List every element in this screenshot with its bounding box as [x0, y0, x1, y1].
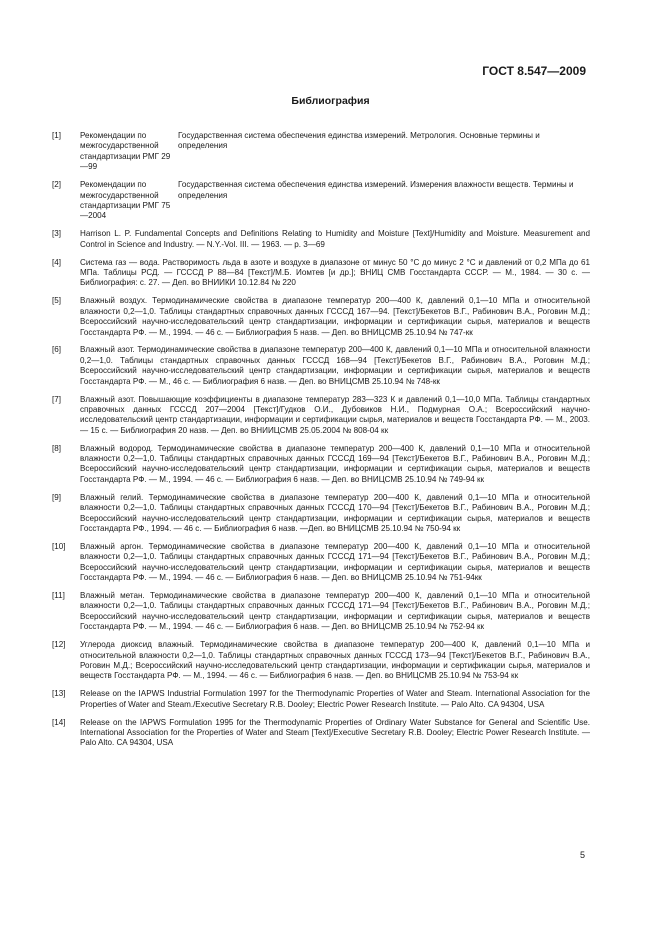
entry-text: Влажный метан. Термодинамические свойства в диапазоне температур 200—400 К, давлений 0,1—10 МПа и относительной влажности 0,2—1,0. Таблицы стандартных справочных данных ГСССД 171—94 [Текст]/Бекетов В.Г., Рабинович В.А., Роговин М.Д.; Всероссийский научно-исследовательский центр стандартизации, информации и сертификации сырья, материалов и веществ Госстандарта РФ. — М., 1994. — 46 с. — Библиография 6 назв. — Деп. во ВНИЦСМВ 25.10.94 № 752-94 кк [80, 591, 590, 632]
entry-number: [10] [52, 541, 66, 551]
entry-number: [11] [52, 591, 65, 601]
entry-number: [13] [52, 689, 66, 699]
bibliography-entry [52, 296, 590, 338]
entry-source: Рекомендации по межгосударственной стандартизации РМГ 29—99 [80, 131, 171, 172]
bibliography-entry [52, 345, 590, 387]
bibliography-entry [52, 493, 590, 535]
entry-text: Влажный гелий. Термодинамические свойства в диапазоне температур 200—400 К, давлений 0,1—10 МПа и относительной влажности 0,2—1,0. Таблицы стандартных справочных данных ГСССД 170—94 [Текст]/Бекетов В.Г., Рабинович В.А., Роговин М.Д.; Всероссийский научно-исследовательский центр стандартизации, информации и сертификации сырья, материалов и веществ Госстандарта РФ., 1994. — 46 с. — Библиография 6 назв. —Деп. во ВНИЦСМВ 25.10.94 № 750-94 кк [80, 492, 590, 533]
bibliography-entry [52, 229, 590, 250]
entry-text: Углерода диоксид влажный. Термодинамические свойства в диапазоне температур 200—400 К, давлений 0,1—10 МПа и относительной влажности 0,2—1,0. Таблицы стандартных справочных данных ГСССД 173—94 [Текст]/Бекетов В.Г., Рабинович В.А., Роговин М.Д.; Всероссийский научно-исследовательский центр стандартизации, информации и сертификации сырья, материалов и веществ Госстандарта РФ. — М., 1994. — 46 с. — Библиография 6 назв. — Деп. во ВНИЦСМВ 25.10.94 № 753-94 кк [80, 640, 590, 681]
bibliography-entry [52, 689, 590, 710]
entry-title: Государственная система обеспечения единства измерений. Измерения влажности веществ. Термины и определения [178, 180, 574, 200]
entry-number: [4] [52, 257, 61, 267]
entry-number: [8] [52, 443, 61, 453]
entry-number: [14] [52, 717, 66, 727]
bibliography-entry [52, 718, 590, 749]
bibliography-entry [52, 542, 590, 584]
bibliography-entry [52, 591, 590, 633]
entry-text: Влажный азот. Повышающие коэффициенты в диапазоне температур 283—323 К и давлений 0,1—10,0 МПа. Таблицы стандартных справочных данных ГСССД 207—2004 [Текст]/Гудков О.И., Дубовиков Н.И., Подмурная О.А.; Всероссийский научно-исследовательский центр стандартизации, информации и сертификации сырья, материалов и веществ Госстандарта РФ. — М., 2003. — 15 с. — Библиография 20 назв. — Деп. во ВНИИЦСМВ 25.05.2004 № 808-04 кк [80, 394, 590, 435]
entry-number: [7] [52, 394, 61, 404]
entry-text: Влажный водород. Термодинамические свойства в диапазоне температур 200—400 К, давлений 0,1—10 МПа и относительной влажности 0,2—1,0. Таблицы стандартных справочных данных ГСССД 169—94 [Текст]/Бекетов В.Г., Рабинович В.А., Роговин М.Д.; Всероссийский научно-исследовательский центр стандартизации, информации и сертификации сырья, материалов и веществ Госстандарта РФ. — М., 1994. — 46 с. — Библиография 6 назв. — Деп. во ВНИЦСМВ 25.10.94 № 749-94 кк [80, 443, 590, 484]
entry-number: [3] [52, 229, 61, 239]
entry-number: [5] [52, 296, 61, 306]
entry-text: Влажный азот. Термодинамические свойства в диапазоне температур 200—400 К, давлений 0,1—10 МПа и относительной влажности 0,2—1,0. Таблицы стандартных справочных данных ГСССД 168—94 [Текст]/Бекетов В.Г., Рабинович В.А., Роговин М.Д.; Всероссийский научно-исследовательский центр стандартизации, информации и сертификации сырья, материалов и веществ Госстандарта РФ. — М., 46 с. — Библиография 6 назв. — Деп. во ВНИЦСМВ 25.10.94 № 748-кк [80, 345, 590, 386]
entry-number: [2] [52, 180, 61, 190]
bibliography-list [52, 131, 590, 756]
page-title: Библиография [291, 95, 370, 107]
entry-text: Влажный воздух. Термодинамические свойства в диапазоне температур 200—400 К, давлений 0,1—10 МПа и относительной влажности 0,2—1,0. Таблицы стандартных справочных данных ГСССД 167—94. [Текст]/Бекетов В.Г., Рабинович В.А., Роговин М.Д.; Всероссийский научно-исследовательский центр стандартизации, информации и сертификации сырья, материалов и веществ Госстандарта РФ. — М., 1994. — 46 с. — Библиография 5 назв. — Деп. во ВНИЦСМВ 25.10.94 № 747-кк [80, 296, 590, 337]
entry-text: Release on the IAPWS Formulation 1995 for the Thermodynamic Properties of Ordinary Water Substance for General and Scientific Use. International Association for the Properties of Water and Steam [Text]/Executive Secretary R.B. Dooley; Electric Power Research Institute. — Palo Alto. CA 94304, USA [80, 717, 590, 748]
entry-text: Harrison L. P. Fundamental Concepts and Definitions Relating to Humidity and Moisture [Text]/Humidity and Moisture. Measurement and Control in Science and Industry. — N.Y.-Vol. III. — 1963. — p. 3—69 [80, 229, 590, 249]
entry-number: [1] [52, 131, 61, 140]
entry-text: Влажный аргон. Термодинамические свойства в диапазоне температур 200—400 К, давлений 0,1—10 МПа и относительной влажности 0,2—1,0. Таблицы стандартных справочных данных ГСССД 171—94 [Текст]/Бекетов В.Г., Рабинович В.А., Роговин М.Д.; Всероссийский научно-исследовательский центр стандартизации, информации и сертификации сырья, материалов и веществ Госстандарта РФ. — М., 1994. — 46 с. — Библиография 6 назв. — Деп. во ВНИЦСМВ 25.10.94 № 751-94кк [80, 541, 590, 583]
bibliography-entry [52, 180, 590, 222]
document-code: ГОСТ 8.547—2009 [482, 64, 586, 78]
bibliography-entry [52, 131, 590, 173]
entry-source: Рекомендации по межгосударственной стандартизации РМГ 75—2004 [80, 180, 171, 221]
bibliography-entry [52, 640, 590, 682]
page-number: 5 [579, 850, 585, 860]
entry-number: [12] [52, 640, 66, 650]
entry-text: Система газ — вода. Растворимость льда в азоте и воздухе в диапазоне от минус 50 °С до минус 2 °С и давлений от 0,2 МПа до 61 МПа. Таблицы РСД. — ГСССД Р 88—84 [Текст]/М.Б. Иомтев [и др.]; ВНИЦ СМВ Госстандарта СССР. — М., 1984. — 30 с. — Библиография: с. 27. — Деп. во ВНИИКИ 10.12.84 № 220 [80, 257, 590, 288]
bibliography-entry [52, 258, 590, 289]
entry-number: [9] [52, 492, 61, 502]
entry-text: Release on the IAPWS Industrial Formulation 1997 for the Thermodynamic Properties of Water and Steam. International Association for the Properties of Water and Steam./Executive Secretary R.B. Dooley; Electric Power Research Institute. — Palo Alto. CA 94304, USA [80, 689, 590, 709]
bibliography-entry [52, 444, 590, 486]
entry-title: Государственная система обеспечения единства измерений. Метрология. Основные термины и определения [178, 131, 540, 151]
bibliography-entry [52, 395, 590, 437]
entry-number: [6] [52, 345, 61, 355]
